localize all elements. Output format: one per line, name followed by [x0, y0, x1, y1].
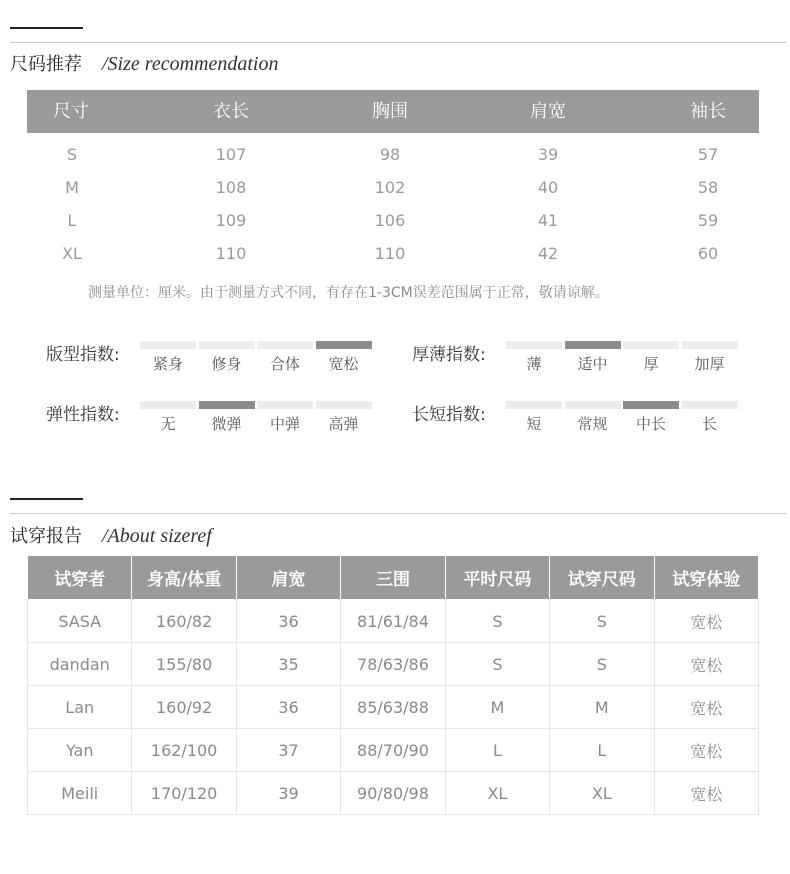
tryon-cell: L — [445, 729, 549, 772]
tryon-cell: 90/80/98 — [341, 772, 445, 815]
tryon-cell: 81/61/84 — [341, 600, 445, 643]
tryon-cell: 36 — [236, 600, 340, 643]
tryon-cell: 160/92 — [132, 686, 236, 729]
index-segment — [565, 401, 621, 409]
index-label: 版型指数: — [46, 345, 120, 365]
size-cell: L — [67, 211, 77, 230]
tryon-cell: Yan — [28, 729, 132, 772]
table-row — [28, 686, 759, 729]
size-header-cell: 肩宽 — [530, 101, 566, 122]
tryon-cell: L — [550, 729, 654, 772]
size-cell: 57 — [697, 145, 719, 164]
size-cell: XL — [62, 244, 82, 263]
size-cell: 59 — [697, 211, 719, 230]
index-label: 弹性指数: — [46, 405, 120, 425]
tryon-header-cell: 身高/体重 — [132, 556, 236, 600]
tryon-header-cell: 试穿体验 — [654, 556, 758, 600]
section-accent-rule — [10, 498, 83, 500]
index-segment — [506, 341, 562, 349]
index-segment — [257, 401, 313, 409]
size-cell: 42 — [537, 244, 559, 263]
size-cell: 98 — [379, 145, 401, 164]
tryon-cell: 88/70/90 — [341, 729, 445, 772]
index-option: 无 — [160, 415, 176, 433]
index-segment — [199, 341, 255, 349]
tryon-table-header — [28, 556, 759, 600]
tryon-cell: 宽松 — [654, 686, 758, 729]
size-cell: 40 — [537, 178, 559, 197]
size-cell: 39 — [537, 145, 559, 164]
index-segment — [682, 401, 738, 409]
tryon-cell: 155/80 — [132, 643, 236, 686]
table-row — [28, 729, 759, 772]
tryon-title-cn: 试穿报告 — [10, 526, 82, 547]
tryon-cell: 宽松 — [654, 729, 758, 772]
size-title-cn: 尺码推荐 — [10, 54, 82, 75]
index-option: 修身 — [211, 355, 242, 373]
table-row — [28, 643, 759, 686]
tryon-cell: S — [550, 600, 654, 643]
index-option: 紧身 — [152, 355, 183, 373]
tryon-cell: S — [445, 643, 549, 686]
index-option: 中弹 — [269, 415, 300, 433]
index-segment-selected — [199, 401, 255, 409]
size-section-title — [10, 50, 278, 76]
size-cell: 108 — [215, 178, 247, 197]
size-table-header — [27, 90, 759, 133]
tryon-cell: Lan — [28, 686, 132, 729]
index-segment-selected — [316, 341, 372, 349]
table-row — [28, 772, 759, 815]
tryon-header-cell: 试穿者 — [28, 556, 132, 600]
tryon-cell: 39 — [236, 772, 340, 815]
tryon-header-cell: 肩宽 — [236, 556, 340, 600]
index-segment — [506, 401, 562, 409]
index-segment-selected — [565, 341, 621, 349]
tryon-cell: 78/63/86 — [341, 643, 445, 686]
section-accent-rule — [10, 27, 83, 29]
index-option: 长 — [701, 415, 717, 433]
size-cell: 107 — [215, 145, 247, 164]
tryon-cell: XL — [550, 772, 654, 815]
index-option: 中长 — [635, 415, 666, 433]
tryon-cell: S — [445, 600, 549, 643]
size-cell: 58 — [697, 178, 719, 197]
size-cell: 102 — [374, 178, 406, 197]
tryon-cell: 宽松 — [654, 600, 758, 643]
section-divider — [10, 42, 786, 43]
size-title-en: /Size recommendation — [102, 53, 279, 75]
measurement-note: 测量单位：厘米。由于测量方式不同，有存在1-3CM误差范围属于正常，敬请谅解。 — [88, 285, 609, 301]
tryon-cell: 160/82 — [132, 600, 236, 643]
index-option: 适中 — [577, 355, 608, 373]
size-header-cell: 袖长 — [690, 101, 726, 122]
size-cell: 106 — [374, 211, 406, 230]
index-option: 常规 — [577, 415, 608, 433]
size-cell: 110 — [215, 244, 247, 263]
index-segment — [682, 341, 738, 349]
size-cell: 110 — [374, 244, 406, 263]
tryon-cell: 35 — [236, 643, 340, 686]
index-option: 加厚 — [694, 355, 725, 373]
index-label: 厚薄指数: — [412, 345, 486, 365]
tryon-cell: M — [445, 686, 549, 729]
index-option: 宽松 — [328, 355, 359, 373]
size-cell: 60 — [697, 244, 719, 263]
index-option: 高弹 — [328, 415, 359, 433]
size-cell: S — [66, 145, 78, 164]
index-label: 长短指数: — [412, 405, 486, 425]
size-cell: 109 — [215, 211, 247, 230]
tryon-section-title — [10, 522, 212, 548]
size-header-cell: 胸围 — [372, 101, 408, 122]
size-cell: 41 — [537, 211, 559, 230]
tryon-cell: 36 — [236, 686, 340, 729]
index-option: 厚 — [643, 355, 659, 373]
tryon-cell: 37 — [236, 729, 340, 772]
tryon-header-cell: 平时尺码 — [445, 556, 549, 600]
tryon-cell: 宽松 — [654, 772, 758, 815]
tryon-cell: M — [550, 686, 654, 729]
size-header-cell: 衣长 — [213, 101, 249, 122]
index-segment — [140, 401, 196, 409]
index-segment — [140, 341, 196, 349]
tryon-header-cell: 试穿尺码 — [550, 556, 654, 600]
tryon-cell: S — [550, 643, 654, 686]
tryon-cell: SASA — [28, 600, 132, 643]
tryon-cell: 162/100 — [132, 729, 236, 772]
tryon-cell: 宽松 — [654, 643, 758, 686]
size-cell: M — [65, 178, 79, 197]
index-option: 合体 — [269, 355, 300, 373]
tryon-header-cell: 三围 — [341, 556, 445, 600]
index-segment — [257, 341, 313, 349]
tryon-cell: dandan — [28, 643, 132, 686]
index-segment-selected — [623, 401, 679, 409]
index-option: 短 — [526, 415, 542, 433]
tryon-table — [27, 555, 759, 815]
tryon-cell: 170/120 — [132, 772, 236, 815]
index-segment — [623, 341, 679, 349]
index-segment — [316, 401, 372, 409]
index-option: 微弹 — [211, 415, 242, 433]
tryon-cell: Meili — [28, 772, 132, 815]
size-header-cell: 尺寸 — [53, 101, 89, 122]
tryon-cell: 85/63/88 — [341, 686, 445, 729]
tryon-cell: XL — [445, 772, 549, 815]
section-divider — [10, 513, 786, 514]
tryon-title-en: /About sizeref — [102, 525, 212, 547]
index-option: 薄 — [526, 355, 542, 373]
table-row — [28, 600, 759, 643]
